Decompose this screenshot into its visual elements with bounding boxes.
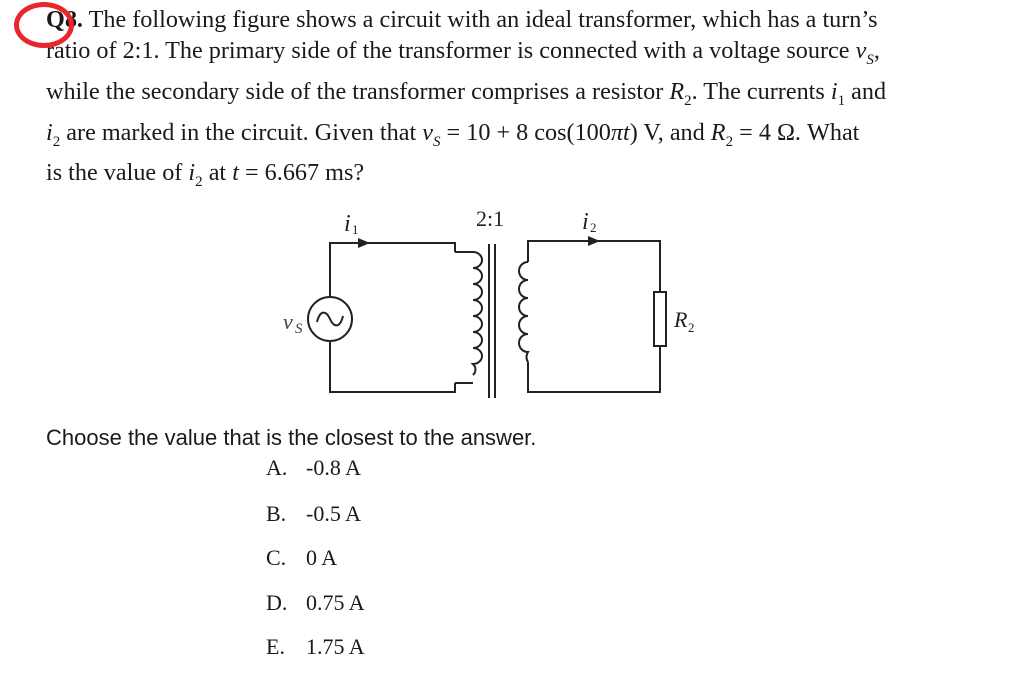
secondary-wire-top: [528, 241, 660, 292]
i2-arrow-icon: [588, 236, 600, 246]
option-c-letter: C.: [266, 545, 287, 570]
r2-subscript: 2: [688, 320, 695, 335]
option-a-letter: A.: [266, 455, 288, 480]
question-line-3: while the secondary side of the transformer comprises a resistor $R_2$. The currents $i_1$ and: [46, 77, 887, 109]
option-c[interactable]: [266, 545, 337, 571]
option-b-letter: B.: [266, 501, 287, 526]
primary-coil: [473, 252, 482, 375]
secondary-coil: [519, 262, 528, 362]
option-e-letter: E.: [266, 634, 285, 659]
primary-wire-top: [330, 243, 455, 296]
option-d-letter: D.: [266, 590, 288, 615]
secondary-wire-bottom: [528, 346, 660, 392]
i1-subscript: 1: [352, 222, 359, 237]
r2-label: R: [674, 307, 688, 332]
resistor-r2-icon: [654, 292, 666, 346]
option-e[interactable]: [266, 634, 365, 660]
option-a-text: -0.8 A: [306, 455, 361, 480]
question-line-2: ratio of 2:1. The primary side of the transformer is connected with a voltage source $v_S$,: [46, 37, 880, 68]
question-number: Q8.: [46, 6, 83, 33]
primary-wire-bottom: [330, 342, 455, 392]
option-d[interactable]: [266, 590, 365, 616]
option-e-text: 1.75 A: [306, 634, 365, 659]
option-b[interactable]: [266, 501, 361, 527]
question-line-4: $i_2$ are marked in the circuit. Given that $v_S = 10 + 8$ cos(100πt) V, and $R_2 = 4$ Ω. What: [46, 118, 860, 150]
i1-label: i: [344, 211, 351, 237]
question-line-1-text: The following figure shows a circuit with an ideal transformer, which has a turn’s: [88, 6, 878, 33]
vs-label: v: [283, 309, 293, 334]
vs-subscript: S: [295, 321, 303, 337]
option-b-text: -0.5 A: [306, 501, 361, 526]
question-line-5: is the value of $i_2$ at t = 6.667 ms?: [46, 159, 365, 191]
option-d-text: 0.75 A: [306, 590, 365, 615]
option-a[interactable]: [266, 455, 361, 481]
i2-subscript: 2: [590, 220, 597, 235]
instruction-text: Choose the value that is the closest to the answer.: [46, 425, 537, 450]
turns-ratio-label: 2:1: [476, 206, 505, 231]
option-c-text: 0 A: [306, 545, 338, 570]
i1-arrow-icon: [358, 238, 370, 248]
i2-label: i: [582, 209, 589, 235]
